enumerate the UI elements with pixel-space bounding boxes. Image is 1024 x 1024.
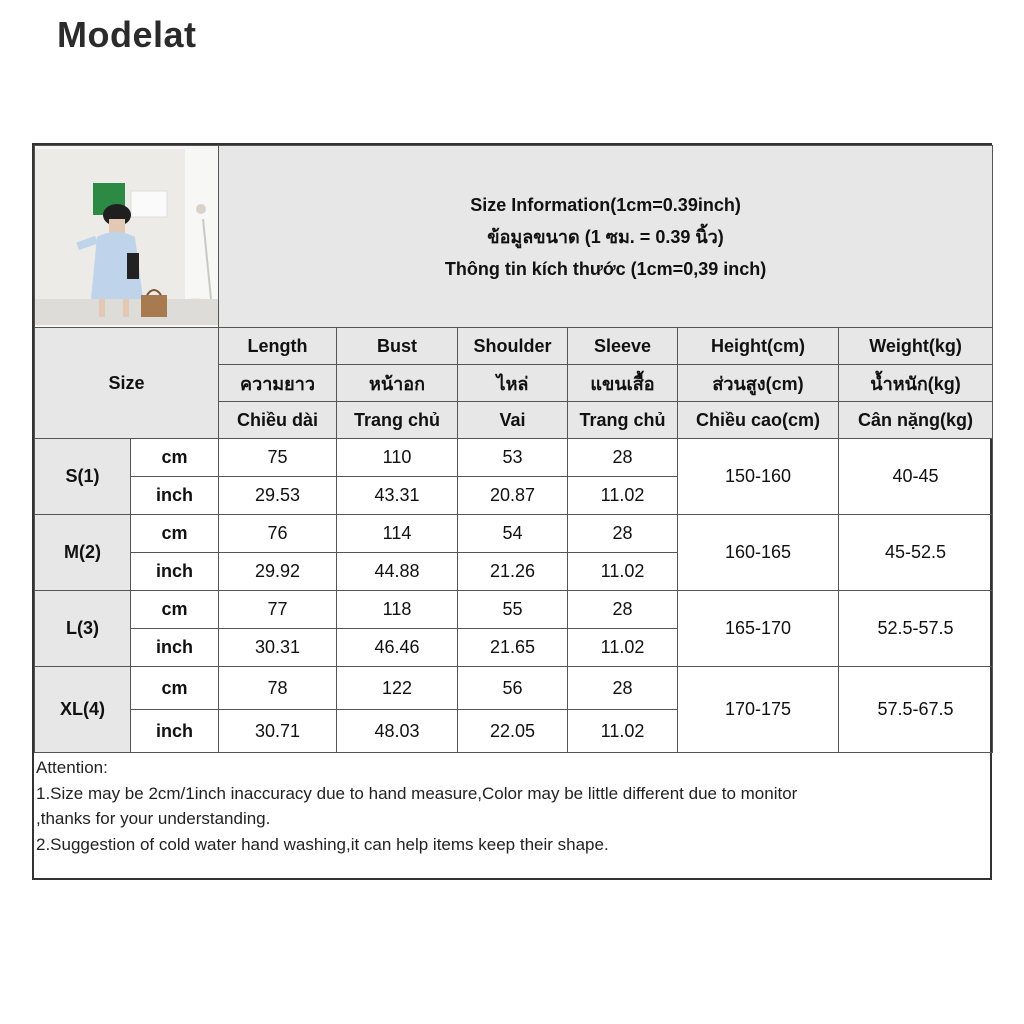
table-cell: 54 [458, 515, 568, 553]
weight-range: 40-45 [839, 439, 993, 515]
col-header-height-vi: Chiều cao(cm) [678, 402, 839, 439]
col-header-bust-en: Bust [337, 328, 458, 365]
table-cell: 43.31 [337, 477, 458, 515]
note-line-1-cont: ,thanks for your understanding. [36, 809, 271, 828]
table-cell: 110 [337, 439, 458, 477]
unit-cm: cm [131, 667, 219, 710]
title-line-en: Size Information(1cm=0.39inch) [470, 194, 741, 215]
col-header-height-en: Height(cm) [678, 328, 839, 365]
unit-inch: inch [131, 629, 219, 667]
table-cell: 53 [458, 439, 568, 477]
table-cell: 20.87 [458, 477, 568, 515]
col-header-length-vi: Chiều dài [219, 402, 337, 439]
attention-notes [36, 755, 986, 857]
table-cell: 22.05 [458, 710, 568, 753]
table-cell: 48.03 [337, 710, 458, 753]
table-cell: 29.53 [219, 477, 337, 515]
col-header-weight-vi: Cân nặng(kg) [839, 402, 993, 439]
unit-inch: inch [131, 477, 219, 515]
table-cell: 75 [219, 439, 337, 477]
table-cell: 11.02 [568, 553, 678, 591]
col-header-length-en: Length [219, 328, 337, 365]
col-header-shoulder-vi: Vai [458, 402, 568, 439]
table-cell: 44.88 [337, 553, 458, 591]
weight-range: 57.5-67.5 [839, 667, 993, 753]
table-cell: 11.02 [568, 710, 678, 753]
col-header-bust-vi: Trang chủ [337, 402, 458, 439]
table-cell: 28 [568, 439, 678, 477]
unit-inch: inch [131, 553, 219, 591]
table-cell: 30.31 [219, 629, 337, 667]
table-cell: 55 [458, 591, 568, 629]
size-table [34, 145, 993, 753]
table-cell: 46.46 [337, 629, 458, 667]
unit-cm: cm [131, 439, 219, 477]
weight-range: 45-52.5 [839, 515, 993, 591]
size-m: M(2) [35, 515, 131, 591]
table-cell: 122 [337, 667, 458, 710]
brand-logo-text: Modelat [57, 14, 197, 55]
height-range: 170-175 [678, 667, 839, 753]
table-cell: 56 [458, 667, 568, 710]
col-header-weight-th: น้ำหนัก(kg) [839, 365, 993, 402]
table-cell: 29.92 [219, 553, 337, 591]
height-range: 150-160 [678, 439, 839, 515]
col-header-height-th: ส่วนสูง(cm) [678, 365, 839, 402]
size-information-title [219, 146, 993, 328]
attention-heading: Attention: [36, 758, 108, 777]
model-photo-cell [35, 146, 219, 328]
table-cell: 28 [568, 591, 678, 629]
col-header-sleeve-vi: Trang chủ [568, 402, 678, 439]
table-cell: 11.02 [568, 629, 678, 667]
col-header-length-th: ความยาว [219, 365, 337, 402]
unit-inch: inch [131, 710, 219, 753]
height-range: 165-170 [678, 591, 839, 667]
size-l: L(3) [35, 591, 131, 667]
col-header-sleeve-en: Sleeve [568, 328, 678, 365]
table-cell: 28 [568, 667, 678, 710]
weight-range: 52.5-57.5 [839, 591, 993, 667]
unit-cm: cm [131, 591, 219, 629]
table-cell: 78 [219, 667, 337, 710]
table-cell: 21.65 [458, 629, 568, 667]
size-chart [32, 143, 992, 880]
col-header-shoulder-th: ไหล่ [458, 365, 568, 402]
table-cell: 11.02 [568, 477, 678, 515]
col-header-weight-en: Weight(kg) [839, 328, 993, 365]
table-cell: 76 [219, 515, 337, 553]
title-line-th: ข้อมูลขนาด (1 ซม. = 0.39 นิ้ว) [487, 226, 724, 247]
col-header-shoulder-en: Shoulder [458, 328, 568, 365]
size-header: Size [35, 328, 219, 439]
table-cell: 77 [219, 591, 337, 629]
table-cell: 30.71 [219, 710, 337, 753]
note-line-2: 2.Suggestion of cold water hand washing,it can help items keep their shape. [36, 834, 609, 854]
unit-cm: cm [131, 515, 219, 553]
note-line-1: 1.Size may be 2cm/1inch inaccuracy due to hand measure,Color may be little different due to monitor [36, 783, 798, 803]
table-cell: 28 [568, 515, 678, 553]
table-cell: 114 [337, 515, 458, 553]
table-cell: 21.26 [458, 553, 568, 591]
col-header-sleeve-th: แขนเสื้อ [568, 365, 678, 402]
height-range: 160-165 [678, 515, 839, 591]
size-s: S(1) [35, 439, 131, 515]
col-header-bust-th: หน้าอก [337, 365, 458, 402]
title-line-vi: Thông tin kích thước (1cm=0,39 inch) [444, 258, 767, 279]
table-cell: 118 [337, 591, 458, 629]
size-xl: XL(4) [35, 667, 131, 753]
model-photo [35, 149, 219, 325]
